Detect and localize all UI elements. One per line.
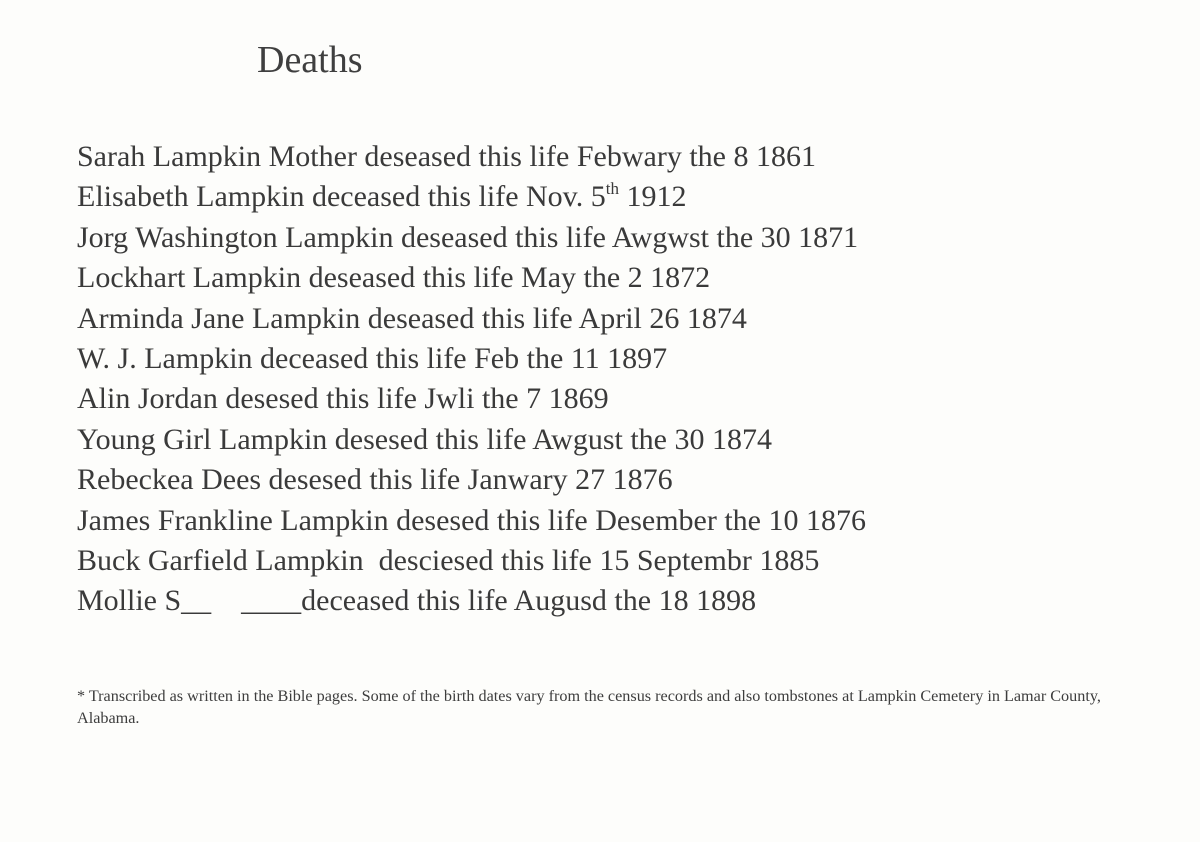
transcription-footnote: * Transcribed as written in the Bible pages. Some of the birth dates vary from the census records and also tombstones at Lampkin Cemetery in Lamar County, Alabama. — [77, 687, 1101, 727]
death-record: Mollie S__ ____deceased this life Augusd the 18 1898 — [77, 584, 757, 618]
death-record: Buck Garfield Lampkin desciesed this life 15 Septembr 1885 — [77, 543, 820, 577]
death-record: Alin Jordan desesed this life Jwli the 7 1869 — [77, 382, 609, 416]
death-record-year: 1912 — [618, 180, 687, 214]
death-record — [77, 177, 866, 217]
death-record: Rebeckea Dees desesed this life Janwary 27 1876 — [77, 463, 673, 497]
death-record: Sarah Lampkin Mother deseased this life Febwary the 8 1861 — [77, 140, 816, 173]
death-record: Lockhart Lampkin deseased this life May the 2 1872 — [77, 261, 711, 295]
page-title: Deaths — [257, 39, 363, 81]
death-record: Arminda Jane Lampkin deseased this life April 26 1874 — [77, 301, 747, 335]
death-record: W. J. Lampkin deceased this life Feb the 11 1897 — [77, 341, 668, 375]
death-record: Young Girl Lampkin desesed this life Awgust the 30 1874 — [77, 422, 772, 456]
death-record: Jorg Washington Lampkin deseased this life Awgwst the 30 1871 — [77, 220, 859, 254]
death-record-text: Elisabeth Lampkin deceased this life Nov. 5 — [77, 180, 606, 214]
death-record: James Frankline Lampkin desesed this life Desember the 10 1876 — [77, 503, 866, 537]
death-records-list — [77, 137, 866, 622]
ordinal-suffix: th — [605, 179, 619, 199]
